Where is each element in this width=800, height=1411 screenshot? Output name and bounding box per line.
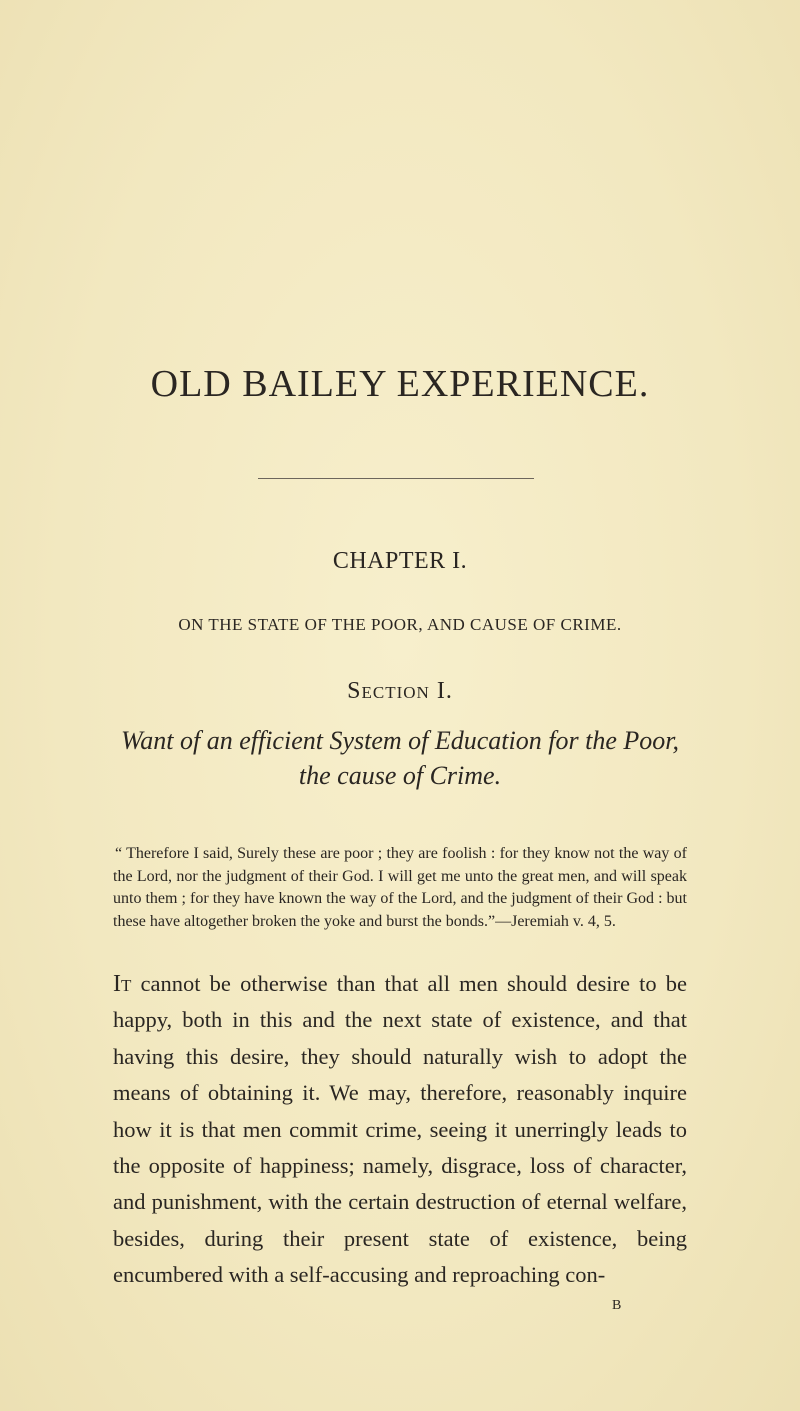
chapter-subtitle: ON THE STATE OF THE POOR, AND CAUSE OF CRIME. <box>178 615 622 634</box>
body-paragraph <box>113 966 687 1294</box>
book-title: OLD BAILEY EXPERIENCE. <box>150 363 650 405</box>
signature-mark: B <box>612 1298 622 1313</box>
chapter-heading: CHAPTER I. <box>332 548 468 574</box>
body-text: cannot be otherwise than that all men should desire to be happy, both in this and the next state of existence, and that having this desire, they should naturally wish to adopt the means of obtaining it. We may, therefore, reasonably inquire how it is that men commit crime, seeing it unerringly leads to the opposite of happiness; namely, disgrace, loss of character, and punishment, with the certain destruction of eternal welfare, besides, during their present state of existence, being encumbered with a self-accusing and reproaching con- <box>113 971 687 1288</box>
section-heading: Section I. <box>347 678 453 704</box>
body-lead-word: It <box>113 971 132 997</box>
title-rule <box>258 478 534 479</box>
epigraph-quote: “ Therefore I said, Surely these are poor ; they are foolish : for they know not the way of the Lord, nor the judgment of their God. I will get me unto the great men, and will speak unto them ; for they have known the way of the Lord, and the judgment of their God : but these have altogether broken the yoke and burst the bonds.”—Jeremiah v. 4, 5. <box>113 845 687 930</box>
section-title: Want of an efficient System of Education for the Poor, the cause of Crime. <box>121 726 679 790</box>
